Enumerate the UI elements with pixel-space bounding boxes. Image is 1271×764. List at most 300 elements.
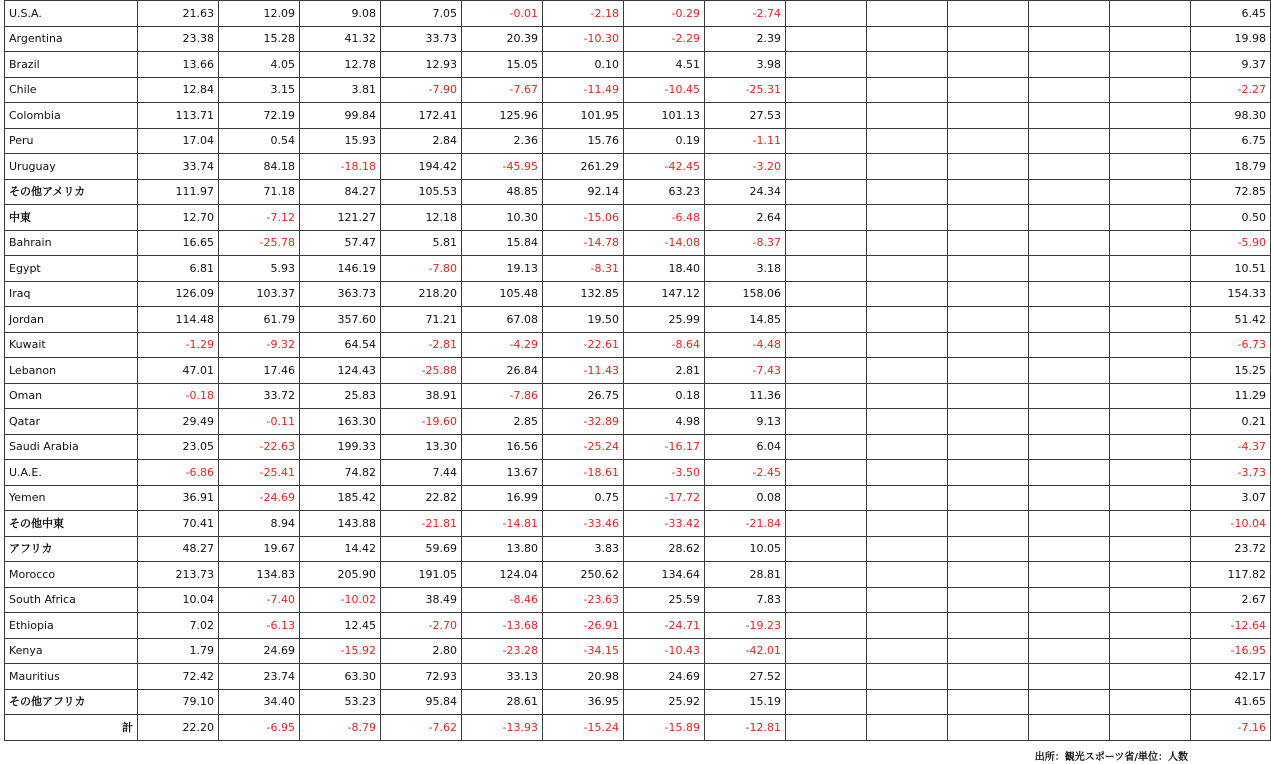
empty-cell — [786, 77, 867, 103]
value-cell: 28.61 — [462, 689, 543, 715]
empty-cell — [948, 77, 1029, 103]
value-cell: -2.18 — [543, 1, 624, 27]
total-cell: -6.73 — [1191, 332, 1271, 358]
value-cell: 63.30 — [300, 664, 381, 690]
row-label: South Africa — [5, 587, 138, 613]
value-cell: 15.84 — [462, 230, 543, 256]
value-cell: -0.18 — [138, 383, 219, 409]
value-cell: 2.64 — [705, 205, 786, 231]
row-label: Lebanon — [5, 358, 138, 384]
value-cell: 124.04 — [462, 562, 543, 588]
value-cell: 33.73 — [381, 26, 462, 52]
empty-cell — [1029, 1, 1110, 27]
value-cell: -2.74 — [705, 1, 786, 27]
value-cell: 12.78 — [300, 52, 381, 78]
empty-cell — [786, 281, 867, 307]
empty-cell — [1110, 562, 1191, 588]
total-cell: 42.17 — [1191, 664, 1271, 690]
empty-cell — [786, 52, 867, 78]
value-cell: 19.67 — [219, 536, 300, 562]
value-cell: -42.45 — [624, 154, 705, 180]
value-cell: 70.41 — [138, 511, 219, 537]
value-cell: -32.89 — [543, 409, 624, 435]
table-row — [5, 281, 1271, 307]
table-row — [5, 562, 1271, 588]
value-cell: -2.70 — [381, 613, 462, 639]
row-label: U.S.A. — [5, 1, 138, 27]
value-cell: 72.42 — [138, 664, 219, 690]
value-cell: -7.62 — [381, 715, 462, 741]
value-cell: -10.30 — [543, 26, 624, 52]
value-cell: 99.84 — [300, 103, 381, 129]
total-cell: 41.65 — [1191, 689, 1271, 715]
empty-cell — [786, 154, 867, 180]
empty-cell — [1029, 230, 1110, 256]
row-label: Peru — [5, 128, 138, 154]
empty-cell — [1110, 26, 1191, 52]
value-cell: -7.86 — [462, 383, 543, 409]
value-cell: -8.46 — [462, 587, 543, 613]
empty-cell — [948, 434, 1029, 460]
value-cell: 33.74 — [138, 154, 219, 180]
table-row — [5, 664, 1271, 690]
value-cell: 19.50 — [543, 307, 624, 333]
value-cell: 63.23 — [624, 179, 705, 205]
empty-cell — [1110, 332, 1191, 358]
value-cell: 61.79 — [219, 307, 300, 333]
empty-cell — [867, 689, 948, 715]
empty-cell — [1110, 485, 1191, 511]
value-cell: 11.36 — [705, 383, 786, 409]
value-cell: -15.06 — [543, 205, 624, 231]
value-cell: 71.21 — [381, 307, 462, 333]
empty-cell — [786, 179, 867, 205]
empty-cell — [1110, 179, 1191, 205]
empty-cell — [1029, 205, 1110, 231]
value-cell: -33.46 — [543, 511, 624, 537]
value-cell: 29.49 — [138, 409, 219, 435]
row-label: U.A.E. — [5, 460, 138, 486]
row-label: その他アフリカ — [5, 689, 138, 715]
empty-cell — [867, 562, 948, 588]
empty-cell — [867, 460, 948, 486]
value-cell: -26.91 — [543, 613, 624, 639]
empty-cell — [786, 460, 867, 486]
value-cell: 27.53 — [705, 103, 786, 129]
value-cell: 38.91 — [381, 383, 462, 409]
table-row — [5, 332, 1271, 358]
value-cell: 9.13 — [705, 409, 786, 435]
total-cell: -12.64 — [1191, 613, 1271, 639]
empty-cell — [786, 383, 867, 409]
value-cell: 218.20 — [381, 281, 462, 307]
empty-cell — [1110, 154, 1191, 180]
total-cell: 18.79 — [1191, 154, 1271, 180]
row-label: Uruguay — [5, 154, 138, 180]
empty-cell — [1029, 77, 1110, 103]
total-cell: 10.51 — [1191, 256, 1271, 282]
value-cell: 5.81 — [381, 230, 462, 256]
empty-cell — [1110, 613, 1191, 639]
table-row — [5, 536, 1271, 562]
value-cell: 12.93 — [381, 52, 462, 78]
value-cell: 16.65 — [138, 230, 219, 256]
value-cell: 24.69 — [219, 638, 300, 664]
value-cell: 6.04 — [705, 434, 786, 460]
value-cell: -15.92 — [300, 638, 381, 664]
value-cell: -19.23 — [705, 613, 786, 639]
value-cell: 3.15 — [219, 77, 300, 103]
empty-cell — [867, 256, 948, 282]
total-cell: 0.21 — [1191, 409, 1271, 435]
value-cell: 48.27 — [138, 536, 219, 562]
table-row — [5, 485, 1271, 511]
empty-cell — [948, 332, 1029, 358]
empty-cell — [867, 485, 948, 511]
value-cell: 3.83 — [543, 536, 624, 562]
value-cell: 13.30 — [381, 434, 462, 460]
value-cell: 12.45 — [300, 613, 381, 639]
total-cell: -2.27 — [1191, 77, 1271, 103]
value-cell: 143.88 — [300, 511, 381, 537]
value-cell: 4.51 — [624, 52, 705, 78]
table-row — [5, 715, 1271, 741]
empty-cell — [948, 613, 1029, 639]
value-cell: -10.02 — [300, 587, 381, 613]
empty-cell — [1029, 128, 1110, 154]
value-cell: 4.98 — [624, 409, 705, 435]
value-cell: -13.93 — [462, 715, 543, 741]
value-cell: 0.08 — [705, 485, 786, 511]
empty-cell — [867, 205, 948, 231]
value-cell: 7.05 — [381, 1, 462, 27]
table-row — [5, 154, 1271, 180]
empty-cell — [1029, 638, 1110, 664]
empty-cell — [867, 52, 948, 78]
value-cell: 36.95 — [543, 689, 624, 715]
value-cell: 194.42 — [381, 154, 462, 180]
empty-cell — [948, 689, 1029, 715]
table-row — [5, 460, 1271, 486]
empty-cell — [948, 409, 1029, 435]
table-row — [5, 1, 1271, 27]
total-cell: -16.95 — [1191, 638, 1271, 664]
value-cell: 17.46 — [219, 358, 300, 384]
table-row — [5, 26, 1271, 52]
value-cell: 12.84 — [138, 77, 219, 103]
value-cell: 10.30 — [462, 205, 543, 231]
table-row — [5, 587, 1271, 613]
total-cell: 15.25 — [1191, 358, 1271, 384]
value-cell: 4.05 — [219, 52, 300, 78]
total-cell: -10.04 — [1191, 511, 1271, 537]
value-cell: 14.85 — [705, 307, 786, 333]
empty-cell — [1110, 511, 1191, 537]
value-cell: 7.44 — [381, 460, 462, 486]
value-cell: -8.31 — [543, 256, 624, 282]
row-label: その他中東 — [5, 511, 138, 537]
empty-cell — [1029, 383, 1110, 409]
value-cell: 25.83 — [300, 383, 381, 409]
empty-cell — [867, 103, 948, 129]
empty-cell — [948, 307, 1029, 333]
empty-cell — [786, 307, 867, 333]
empty-cell — [948, 587, 1029, 613]
value-cell: -6.48 — [624, 205, 705, 231]
empty-cell — [786, 256, 867, 282]
value-cell: 15.05 — [462, 52, 543, 78]
value-cell: -3.20 — [705, 154, 786, 180]
value-cell: 15.76 — [543, 128, 624, 154]
value-cell: -25.78 — [219, 230, 300, 256]
value-cell: 25.99 — [624, 307, 705, 333]
value-cell: 250.62 — [543, 562, 624, 588]
value-cell: 84.18 — [219, 154, 300, 180]
value-cell: 28.62 — [624, 536, 705, 562]
empty-cell — [1110, 383, 1191, 409]
total-cell: 19.98 — [1191, 26, 1271, 52]
empty-cell — [786, 230, 867, 256]
empty-cell — [1029, 689, 1110, 715]
value-cell: -1.11 — [705, 128, 786, 154]
total-cell: 6.45 — [1191, 1, 1271, 27]
value-cell: 20.39 — [462, 26, 543, 52]
empty-cell — [1029, 536, 1110, 562]
value-cell: -19.60 — [381, 409, 462, 435]
empty-cell — [786, 664, 867, 690]
row-label: Argentina — [5, 26, 138, 52]
table-row — [5, 52, 1271, 78]
empty-cell — [1110, 1, 1191, 27]
value-cell: 111.97 — [138, 179, 219, 205]
empty-cell — [1029, 562, 1110, 588]
empty-cell — [1110, 638, 1191, 664]
empty-cell — [786, 434, 867, 460]
empty-cell — [867, 664, 948, 690]
empty-cell — [948, 256, 1029, 282]
value-cell: -7.43 — [705, 358, 786, 384]
value-cell: 125.96 — [462, 103, 543, 129]
empty-cell — [1029, 103, 1110, 129]
value-cell: -4.29 — [462, 332, 543, 358]
value-cell: 33.72 — [219, 383, 300, 409]
value-cell: -2.81 — [381, 332, 462, 358]
value-cell: 67.08 — [462, 307, 543, 333]
value-cell: 121.27 — [300, 205, 381, 231]
total-cell: 2.67 — [1191, 587, 1271, 613]
empty-cell — [786, 128, 867, 154]
row-label: Iraq — [5, 281, 138, 307]
value-cell: -2.29 — [624, 26, 705, 52]
value-cell: 5.93 — [219, 256, 300, 282]
empty-cell — [1029, 358, 1110, 384]
value-cell: -10.43 — [624, 638, 705, 664]
empty-cell — [1110, 230, 1191, 256]
empty-cell — [786, 689, 867, 715]
empty-cell — [786, 409, 867, 435]
value-cell: -21.81 — [381, 511, 462, 537]
value-cell: -24.69 — [219, 485, 300, 511]
empty-cell — [1029, 179, 1110, 205]
value-cell: -6.13 — [219, 613, 300, 639]
value-cell: -22.61 — [543, 332, 624, 358]
value-cell: 22.82 — [381, 485, 462, 511]
value-cell: 26.84 — [462, 358, 543, 384]
empty-cell — [948, 179, 1029, 205]
table-row — [5, 613, 1271, 639]
table-row — [5, 179, 1271, 205]
empty-cell — [1029, 613, 1110, 639]
value-cell: -8.64 — [624, 332, 705, 358]
empty-cell — [1110, 52, 1191, 78]
value-cell: -18.18 — [300, 154, 381, 180]
value-cell: -10.45 — [624, 77, 705, 103]
empty-cell — [786, 485, 867, 511]
value-cell: 124.43 — [300, 358, 381, 384]
value-cell: 74.82 — [300, 460, 381, 486]
empty-cell — [867, 179, 948, 205]
row-label: Morocco — [5, 562, 138, 588]
empty-cell — [948, 230, 1029, 256]
empty-cell — [1110, 281, 1191, 307]
empty-cell — [1029, 664, 1110, 690]
total-cell: 51.42 — [1191, 307, 1271, 333]
empty-cell — [1110, 536, 1191, 562]
value-cell: -45.95 — [462, 154, 543, 180]
value-cell: -8.79 — [300, 715, 381, 741]
value-cell: -14.08 — [624, 230, 705, 256]
value-cell: 20.98 — [543, 664, 624, 690]
row-label: 中東 — [5, 205, 138, 231]
value-cell: 25.59 — [624, 587, 705, 613]
value-cell: 24.34 — [705, 179, 786, 205]
value-cell: -0.01 — [462, 1, 543, 27]
value-cell: 13.67 — [462, 460, 543, 486]
value-cell: -33.42 — [624, 511, 705, 537]
empty-cell — [1110, 205, 1191, 231]
empty-cell — [948, 562, 1029, 588]
table-row — [5, 434, 1271, 460]
total-cell: -5.90 — [1191, 230, 1271, 256]
value-cell: 34.40 — [219, 689, 300, 715]
empty-cell — [1110, 664, 1191, 690]
value-cell: 0.75 — [543, 485, 624, 511]
value-cell: 19.13 — [462, 256, 543, 282]
value-cell: 3.18 — [705, 256, 786, 282]
value-cell: 105.48 — [462, 281, 543, 307]
value-cell: 18.40 — [624, 256, 705, 282]
empty-cell — [867, 358, 948, 384]
empty-cell — [1029, 26, 1110, 52]
value-cell: 53.23 — [300, 689, 381, 715]
empty-cell — [948, 715, 1029, 741]
empty-cell — [948, 485, 1029, 511]
total-cell: 6.75 — [1191, 128, 1271, 154]
value-cell: 105.53 — [381, 179, 462, 205]
value-cell: 25.92 — [624, 689, 705, 715]
value-cell: 10.04 — [138, 587, 219, 613]
empty-cell — [1029, 434, 1110, 460]
value-cell: -23.28 — [462, 638, 543, 664]
value-cell: 57.47 — [300, 230, 381, 256]
empty-cell — [786, 332, 867, 358]
empty-cell — [867, 511, 948, 537]
value-cell: -1.29 — [138, 332, 219, 358]
total-cell: -4.37 — [1191, 434, 1271, 460]
value-cell: -13.68 — [462, 613, 543, 639]
value-cell: -11.49 — [543, 77, 624, 103]
value-cell: 38.49 — [381, 587, 462, 613]
empty-cell — [786, 1, 867, 27]
empty-cell — [948, 26, 1029, 52]
empty-cell — [1110, 128, 1191, 154]
value-cell: 12.09 — [219, 1, 300, 27]
empty-cell — [948, 460, 1029, 486]
empty-cell — [867, 383, 948, 409]
row-label: Ethiopia — [5, 613, 138, 639]
value-cell: 1.79 — [138, 638, 219, 664]
empty-cell — [867, 536, 948, 562]
table-row — [5, 383, 1271, 409]
empty-cell — [1029, 52, 1110, 78]
table-row — [5, 307, 1271, 333]
empty-cell — [1110, 307, 1191, 333]
value-cell: 0.54 — [219, 128, 300, 154]
table-row — [5, 409, 1271, 435]
empty-cell — [1110, 689, 1191, 715]
empty-cell — [1110, 434, 1191, 460]
value-cell: 23.74 — [219, 664, 300, 690]
empty-cell — [1029, 409, 1110, 435]
total-cell: 11.29 — [1191, 383, 1271, 409]
empty-cell — [786, 715, 867, 741]
empty-cell — [1029, 307, 1110, 333]
empty-cell — [786, 613, 867, 639]
table-row — [5, 358, 1271, 384]
value-cell: 199.33 — [300, 434, 381, 460]
empty-cell — [1029, 715, 1110, 741]
value-cell: -2.45 — [705, 460, 786, 486]
table-row — [5, 511, 1271, 537]
value-cell: -7.12 — [219, 205, 300, 231]
value-cell: 114.48 — [138, 307, 219, 333]
empty-cell — [786, 511, 867, 537]
value-cell: 185.42 — [300, 485, 381, 511]
total-cell: 117.82 — [1191, 562, 1271, 588]
value-cell: -25.41 — [219, 460, 300, 486]
table-row — [5, 103, 1271, 129]
row-label: Qatar — [5, 409, 138, 435]
total-cell: -3.73 — [1191, 460, 1271, 486]
table-row — [5, 205, 1271, 231]
empty-cell — [948, 1, 1029, 27]
value-cell: 2.85 — [462, 409, 543, 435]
value-cell: -15.89 — [624, 715, 705, 741]
value-cell: -23.63 — [543, 587, 624, 613]
value-cell: 9.08 — [300, 1, 381, 27]
total-cell: 72.85 — [1191, 179, 1271, 205]
row-label: その他アメリカ — [5, 179, 138, 205]
value-cell: 132.85 — [543, 281, 624, 307]
row-label: Jordan — [5, 307, 138, 333]
empty-cell — [867, 332, 948, 358]
value-cell: -15.24 — [543, 715, 624, 741]
value-cell: -24.71 — [624, 613, 705, 639]
empty-cell — [948, 205, 1029, 231]
value-cell: -22.63 — [219, 434, 300, 460]
empty-cell — [948, 52, 1029, 78]
row-label: Oman — [5, 383, 138, 409]
